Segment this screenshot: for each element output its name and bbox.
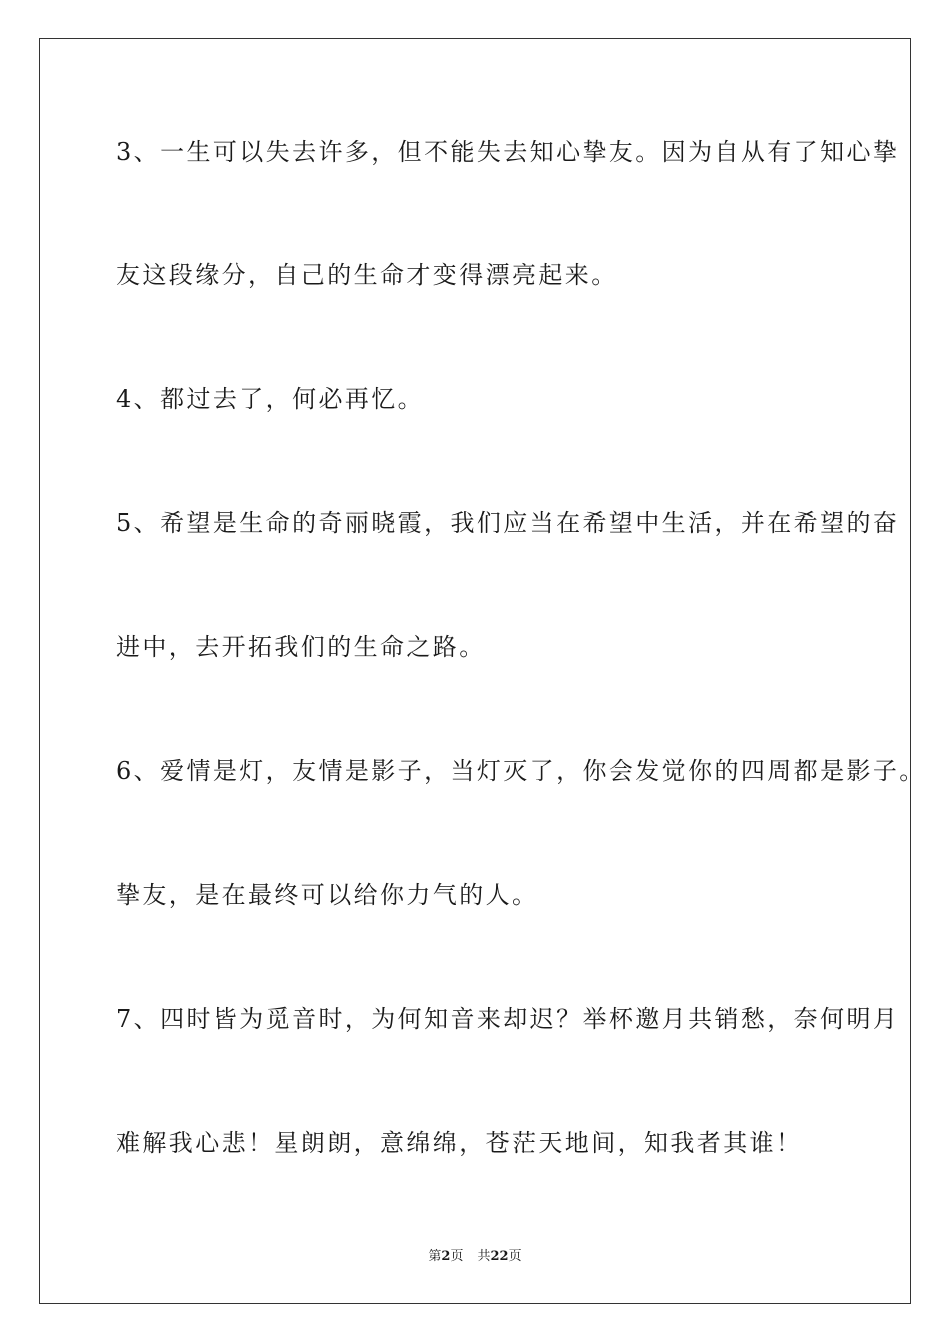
- page-number: 2: [441, 1249, 451, 1264]
- page-suffix: 页: [450, 1249, 464, 1264]
- total-pages: 22: [490, 1249, 509, 1264]
- total-prefix: 共: [477, 1249, 491, 1264]
- text-line-1: 3、一生可以失去许多，但不能失去知心挚友。因为自从有了知心挚: [116, 138, 900, 166]
- text-line-4: 5、希望是生命的奇丽晓霞，我们应当在希望中生活，并在希望的奋: [116, 509, 900, 537]
- text-line-8: 7、四时皆为觅音时，为何知音来却迟？举杯邀月共销愁，奈何明月: [116, 1005, 900, 1033]
- page-footer: [0, 1248, 950, 1266]
- page-frame: [39, 38, 911, 1304]
- page-prefix: 第: [428, 1249, 442, 1264]
- text-line-5: 进中，去开拓我们的生命之路。: [116, 633, 486, 661]
- total-suffix: 页: [508, 1249, 522, 1264]
- text-line-9: 难解我心悲！星朗朗，意绵绵，苍茫天地间，知我者其谁！: [116, 1129, 803, 1157]
- text-line-3: 4、都过去了，何必再忆。: [116, 385, 425, 413]
- text-line-7: 挚友，是在最终可以给你力气的人。: [116, 881, 539, 909]
- text-line-2: 友这段缘分，自己的生命才变得漂亮起来。: [116, 261, 618, 289]
- text-line-6: 6、爱情是灯，友情是影子，当灯灭了，你会发觉你的四周都是影子。: [116, 757, 926, 785]
